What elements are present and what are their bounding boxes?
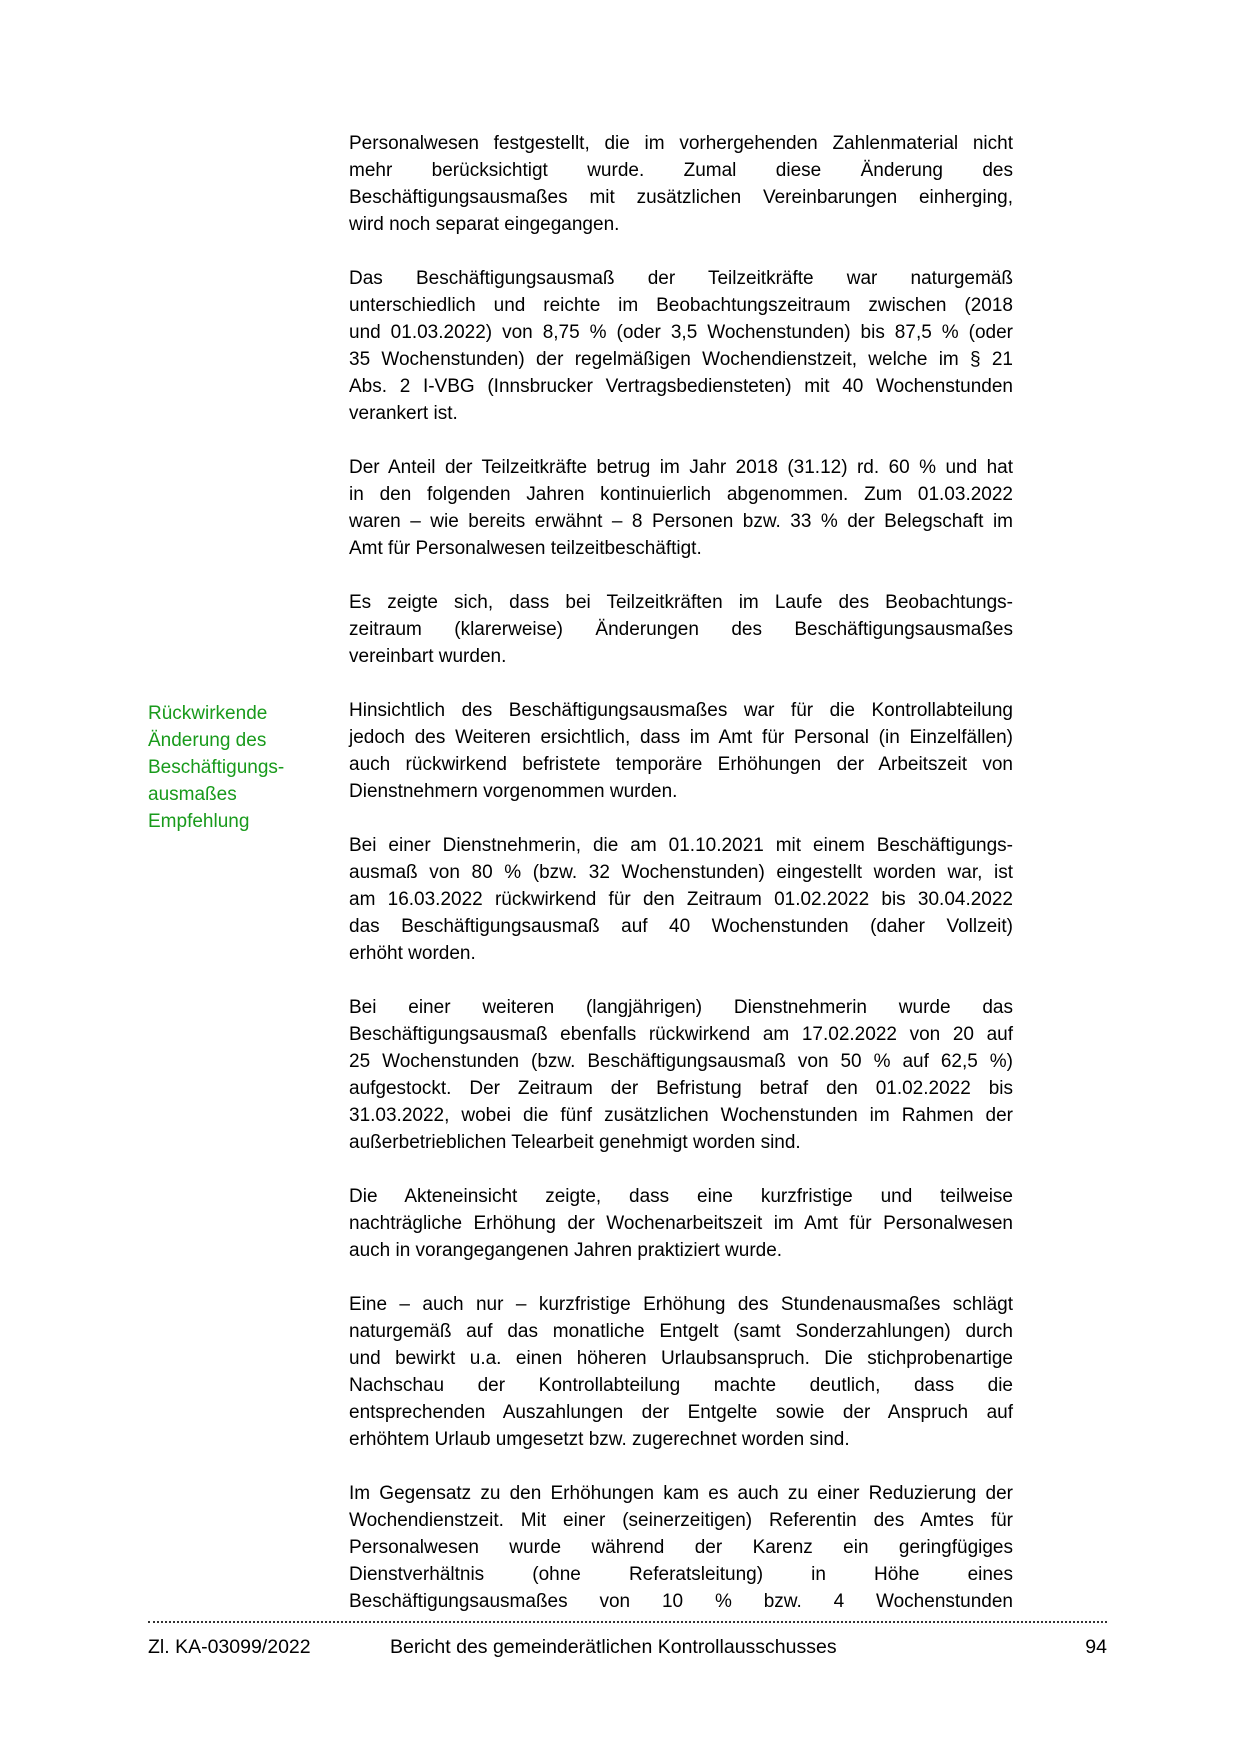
text-line: Abs. 2 I-VBG (Innsbrucker Vertragsbediensteten) mit 40 Wochenstunden (349, 376, 1013, 397)
text-line: erhöht worden. (349, 943, 476, 964)
margin-note-line: ausmaßes (148, 784, 237, 805)
body-paragraph (349, 832, 1013, 967)
text-line: außerbetrieblichen Telearbeit genehmigt worden sind. (349, 1132, 801, 1153)
text-line: auch in vorangegangenen Jahren praktiziert wurde. (349, 1240, 783, 1261)
text-line: Amt für Personalwesen teilzeitbeschäftigt. (349, 538, 702, 559)
text-line: auch rückwirkend befristete temporäre Erhöhungen der Arbeitszeit von (349, 754, 1013, 775)
body-text (349, 130, 1013, 1642)
body-paragraph (349, 1183, 1013, 1264)
text-line: ausmaß von 80 % (bzw. 32 Wochenstunden) eingestellt worden war, ist (349, 862, 1013, 883)
text-line: waren – wie bereits erwähnt – 8 Personen bzw. 33 % der Belegschaft im (349, 511, 1013, 532)
text-line: in den folgenden Jahren kontinuierlich abgenommen. Zum 01.03.2022 (349, 484, 1013, 505)
text-line: Das Beschäftigungsausmaß der Teilzeitkräfte war naturgemäß (349, 268, 1013, 289)
text-line: zeitraum (klarerweise) Änderungen des Beschäftigungsausmaßes (349, 619, 1013, 640)
body-paragraph (349, 454, 1013, 562)
text-line: Beschäftigungsausmaßes von 10 % bzw. 4 Wochenstunden (349, 1591, 1013, 1612)
text-line: vereinbart wurden. (349, 646, 507, 667)
body-paragraph (349, 697, 1013, 805)
text-line: Bei einer weiteren (langjährigen) Dienstnehmerin wurde das (349, 997, 1013, 1018)
page-footer (148, 1621, 1107, 1658)
text-line: Beschäftigungsausmaß ebenfalls rückwirkend am 17.02.2022 von 20 auf (349, 1024, 1013, 1045)
text-line: Hinsichtlich des Beschäftigungsausmaßes war für die Kontrollabteilung (349, 700, 1013, 721)
footer-page-number: 94 (1085, 1636, 1107, 1658)
body-paragraph (349, 1480, 1013, 1615)
footer-reference: Zl. KA-03099/2022 (148, 1636, 311, 1658)
body-paragraph (349, 1291, 1013, 1453)
text-line: Die Akteneinsicht zeigte, dass eine kurzfristige und teilweise (349, 1186, 1013, 1207)
text-line: Dienstverhältnis (ohne Referatsleitung) in Höhe eines (349, 1564, 1013, 1585)
text-line: entsprechenden Auszahlungen der Entgelte sowie der Anspruch auf (349, 1402, 1013, 1423)
text-line: verankert ist. (349, 403, 458, 424)
text-line: Der Anteil der Teilzeitkräfte betrug im Jahr 2018 (31.12) rd. 60 % und hat (349, 457, 1013, 478)
text-line: 35 Wochenstunden) der regelmäßigen Wochendienstzeit, welche im § 21 (349, 349, 1013, 370)
body-paragraph (349, 589, 1013, 670)
text-line: das Beschäftigungsausmaß auf 40 Wochenstunden (daher Vollzeit) (349, 916, 1013, 937)
text-line: und 01.03.2022) von 8,75 % (oder 3,5 Wochenstunden) bis 87,5 % (oder (349, 322, 1013, 343)
text-line: unterschiedlich und reichte im Beobachtungszeitraum zwischen (2018 (349, 295, 1013, 316)
margin-note-line: Rückwirkende (148, 703, 268, 724)
body-paragraph (349, 994, 1013, 1156)
text-line: jedoch des Weiteren ersichtlich, dass im Amt für Personal (in Einzelfällen) (349, 727, 1013, 748)
margin-note-line: Änderung des (148, 730, 267, 751)
text-line: und bewirkt u.a. einen höheren Urlaubsanspruch. Die stichprobenartige (349, 1348, 1013, 1369)
body-paragraph (349, 265, 1013, 427)
text-line: Personalwesen wurde während der Karenz ein geringfügiges (349, 1537, 1013, 1558)
footer-title: Bericht des gemeinderätlichen Kontrollausschusses (390, 1636, 837, 1658)
text-line: Personalwesen festgestellt, die im vorhergehenden Zahlenmaterial nicht (349, 133, 1013, 154)
text-line: mehr berücksichtigt wurde. Zumal diese Änderung des (349, 160, 1013, 181)
body-paragraph (349, 130, 1013, 238)
text-line: Wochendienstzeit. Mit einer (seinerzeitigen) Referentin des Amtes für (349, 1510, 1013, 1531)
text-line: Es zeigte sich, dass bei Teilzeitkräften im Laufe des Beobachtungs- (349, 592, 1013, 613)
text-line: Bei einer Dienstnehmerin, die am 01.10.2021 mit einem Beschäftigungs- (349, 835, 1013, 856)
text-line: Eine – auch nur – kurzfristige Erhöhung des Stundenausmaßes schlägt (349, 1294, 1013, 1315)
text-line: Im Gegensatz zu den Erhöhungen kam es auch zu einer Reduzierung der (349, 1483, 1013, 1504)
text-line: Beschäftigungsausmaßes mit zusätzlichen Vereinbarungen einherging, (349, 187, 1013, 208)
text-line: 31.03.2022, wobei die fünf zusätzlichen Wochenstunden im Rahmen der (349, 1105, 1013, 1126)
text-line: erhöhtem Urlaub umgesetzt bzw. zugerechnet worden sind. (349, 1429, 850, 1450)
text-line: 25 Wochenstunden (bzw. Beschäftigungsausmaß von 50 % auf 62,5 %) (349, 1051, 1013, 1072)
margin-note-line: Empfehlung (148, 811, 250, 832)
text-line: Dienstnehmern vorgenommen wurden. (349, 781, 678, 802)
text-line: Nachschau der Kontrollabteilung machte deutlich, dass die (349, 1375, 1013, 1396)
margin-note-line: Beschäftigungs- (148, 757, 285, 778)
text-line: am 16.03.2022 rückwirkend für den Zeitraum 01.02.2022 bis 30.04.2022 (349, 889, 1013, 910)
text-line: nachträgliche Erhöhung der Wochenarbeitszeit im Amt für Personalwesen (349, 1213, 1013, 1234)
margin-note (148, 700, 343, 835)
text-line: wird noch separat eingegangen. (349, 214, 620, 235)
text-line: naturgemäß auf das monatliche Entgelt (samt Sonderzahlungen) durch (349, 1321, 1013, 1342)
text-line: aufgestockt. Der Zeitraum der Befristung betraf den 01.02.2022 bis (349, 1078, 1013, 1099)
